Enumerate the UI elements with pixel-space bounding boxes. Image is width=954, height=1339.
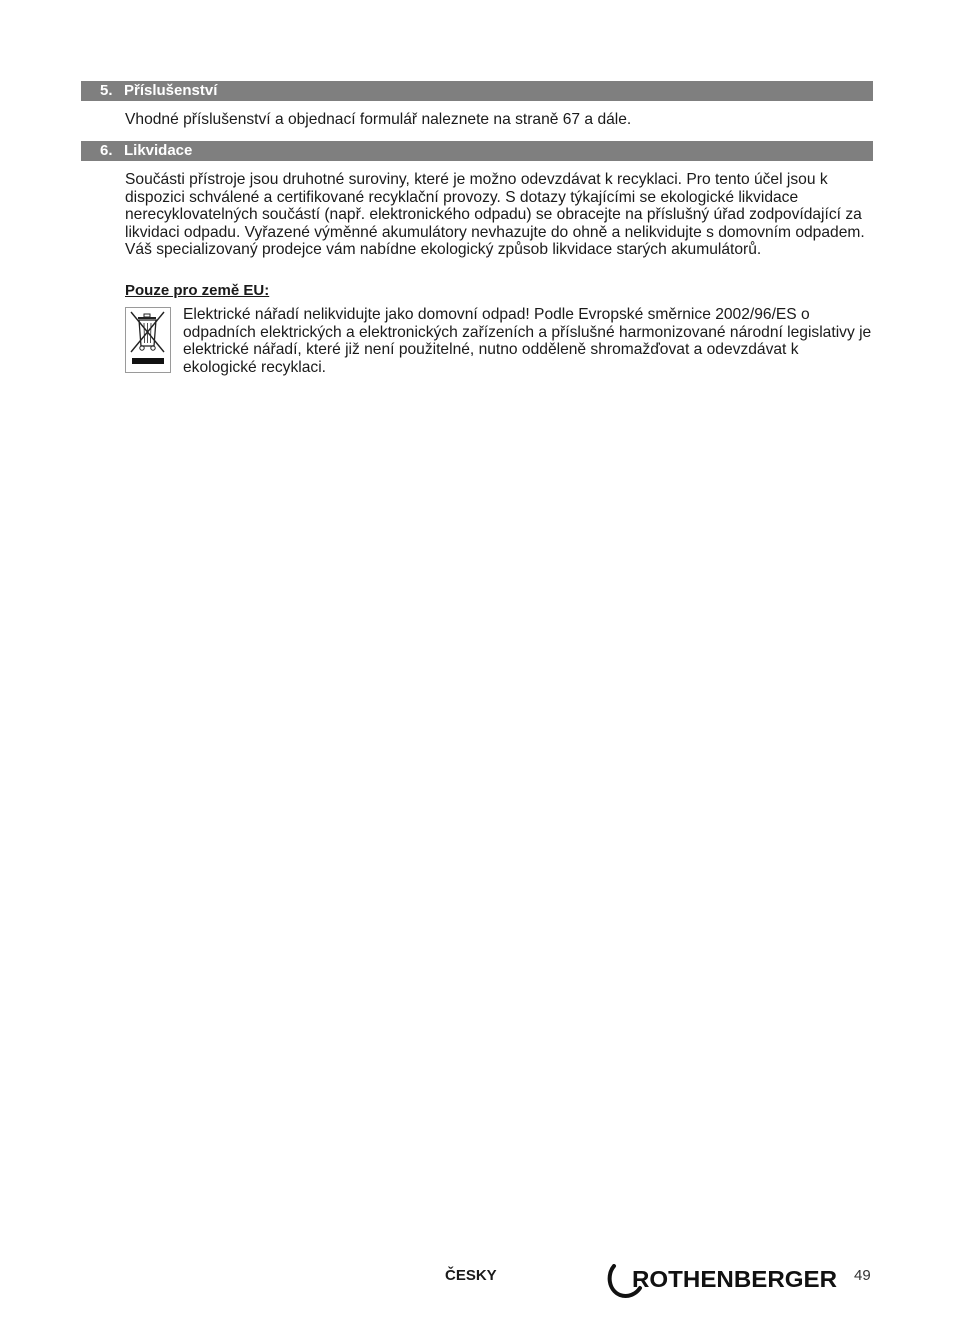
- rothenberger-logo: [606, 1264, 838, 1300]
- eu-only-text: Elektrické nářadí nelikvidujte jako domovní odpad! Podle Evropské směrnice 2002/96/ES o odpadních elektrických a elektronických zařízeních a příslušné harmonizované národní legislativy je elektrické nářadí, které již není použitelné, nutno odděleně shromažďovat a odevzdávat k ekologické recyklaci.: [183, 306, 872, 376]
- eu-only-heading: Pouze pro země EU:: [125, 282, 270, 299]
- section-5-body: Vhodné příslušenství a objednací formulář naleznete na straně 67 a dále.: [125, 111, 632, 128]
- svg-text:ROTHENBERGER: ROTHENBERGER: [632, 1266, 838, 1292]
- section-6-header: [81, 141, 873, 161]
- section-6-body: Součásti přístroje jsou druhotné suroviny, které je možno odevzdávat k recyklaci. Pro tento účel jsou k dispozici schválené a certifikované recyklační provozy. S dotazy týkajícími se ekologické likvidace nerecyklovatelných součástí (např. elektronického odpadu) se obracejte na příslušný úřad zodpovídající za likvidaci odpadu. Vyřazené výměnné akumulátory nevhazujte do ohně a nelikvidujte s domovním odpadem. Váš specializovaný prodejce vám nabídne ekologický způsob likvidace starých akumulátorů.: [125, 171, 865, 258]
- section-6-title: Likvidace: [124, 142, 193, 159]
- section-5-title: Příslušenství: [124, 82, 218, 99]
- section-5-number: 5.: [100, 82, 113, 99]
- page-number: 49: [854, 1267, 871, 1284]
- crossed-out-wheelie-bin-icon: [125, 307, 171, 373]
- footer-language: ČESKY: [445, 1267, 497, 1284]
- section-6-number: 6.: [100, 142, 113, 159]
- section-5-header: [81, 81, 873, 101]
